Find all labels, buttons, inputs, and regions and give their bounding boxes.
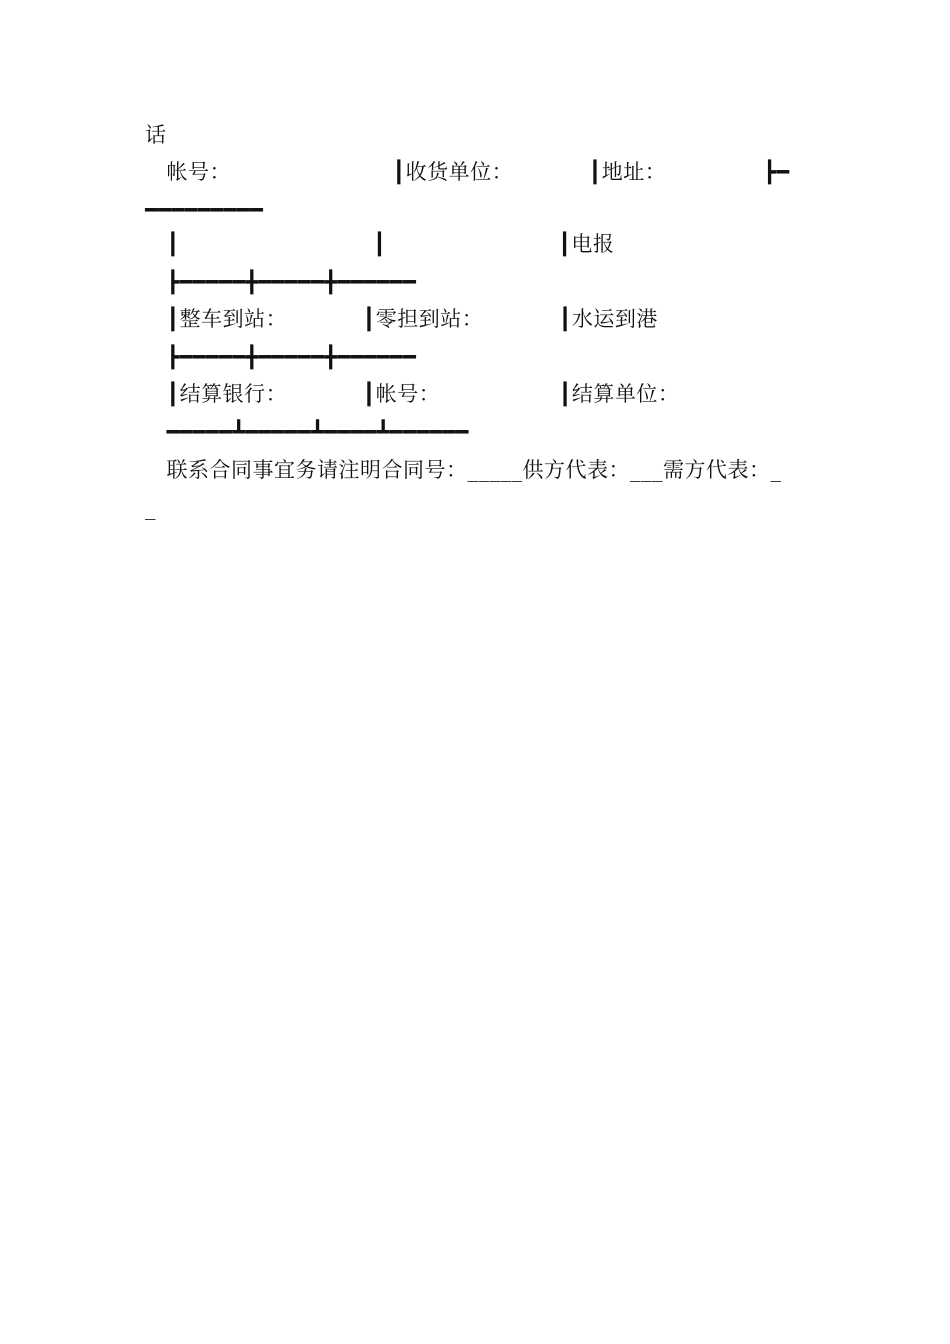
text-line-settlement-bank: ┃结算银行： ┃帐号： ┃结算单位： (145, 382, 680, 406)
text-line-phone-fragment: 话 (145, 123, 167, 147)
table-border-line: ━━━━━━━━━ (145, 198, 264, 222)
table-border-line: ┣━━━━━╋━━━━━╋━━━━━━ (145, 345, 417, 369)
text-line-telegram: ┃ ┃ ┃电报 (145, 232, 615, 256)
table-border-line: ━━━━━┻━━━━━┻━━━━┻━━━━━━ (145, 420, 469, 444)
text-line-underscore-fragment: _ (145, 496, 156, 520)
text-line-destination-stations: ┃整车到站： ┃零担到站： ┃水运到港 (145, 307, 658, 331)
table-border-line: ┣━━━━━╋━━━━━╋━━━━━━ (145, 270, 417, 294)
text-line-account-consignee-address: 帐号： ┃收货单位： ┃地址： ┣━ (145, 160, 790, 184)
text-line-contract-contact: 联系合同事宜务请注明合同号：_____供方代表：___需方代表：_ (145, 458, 782, 482)
